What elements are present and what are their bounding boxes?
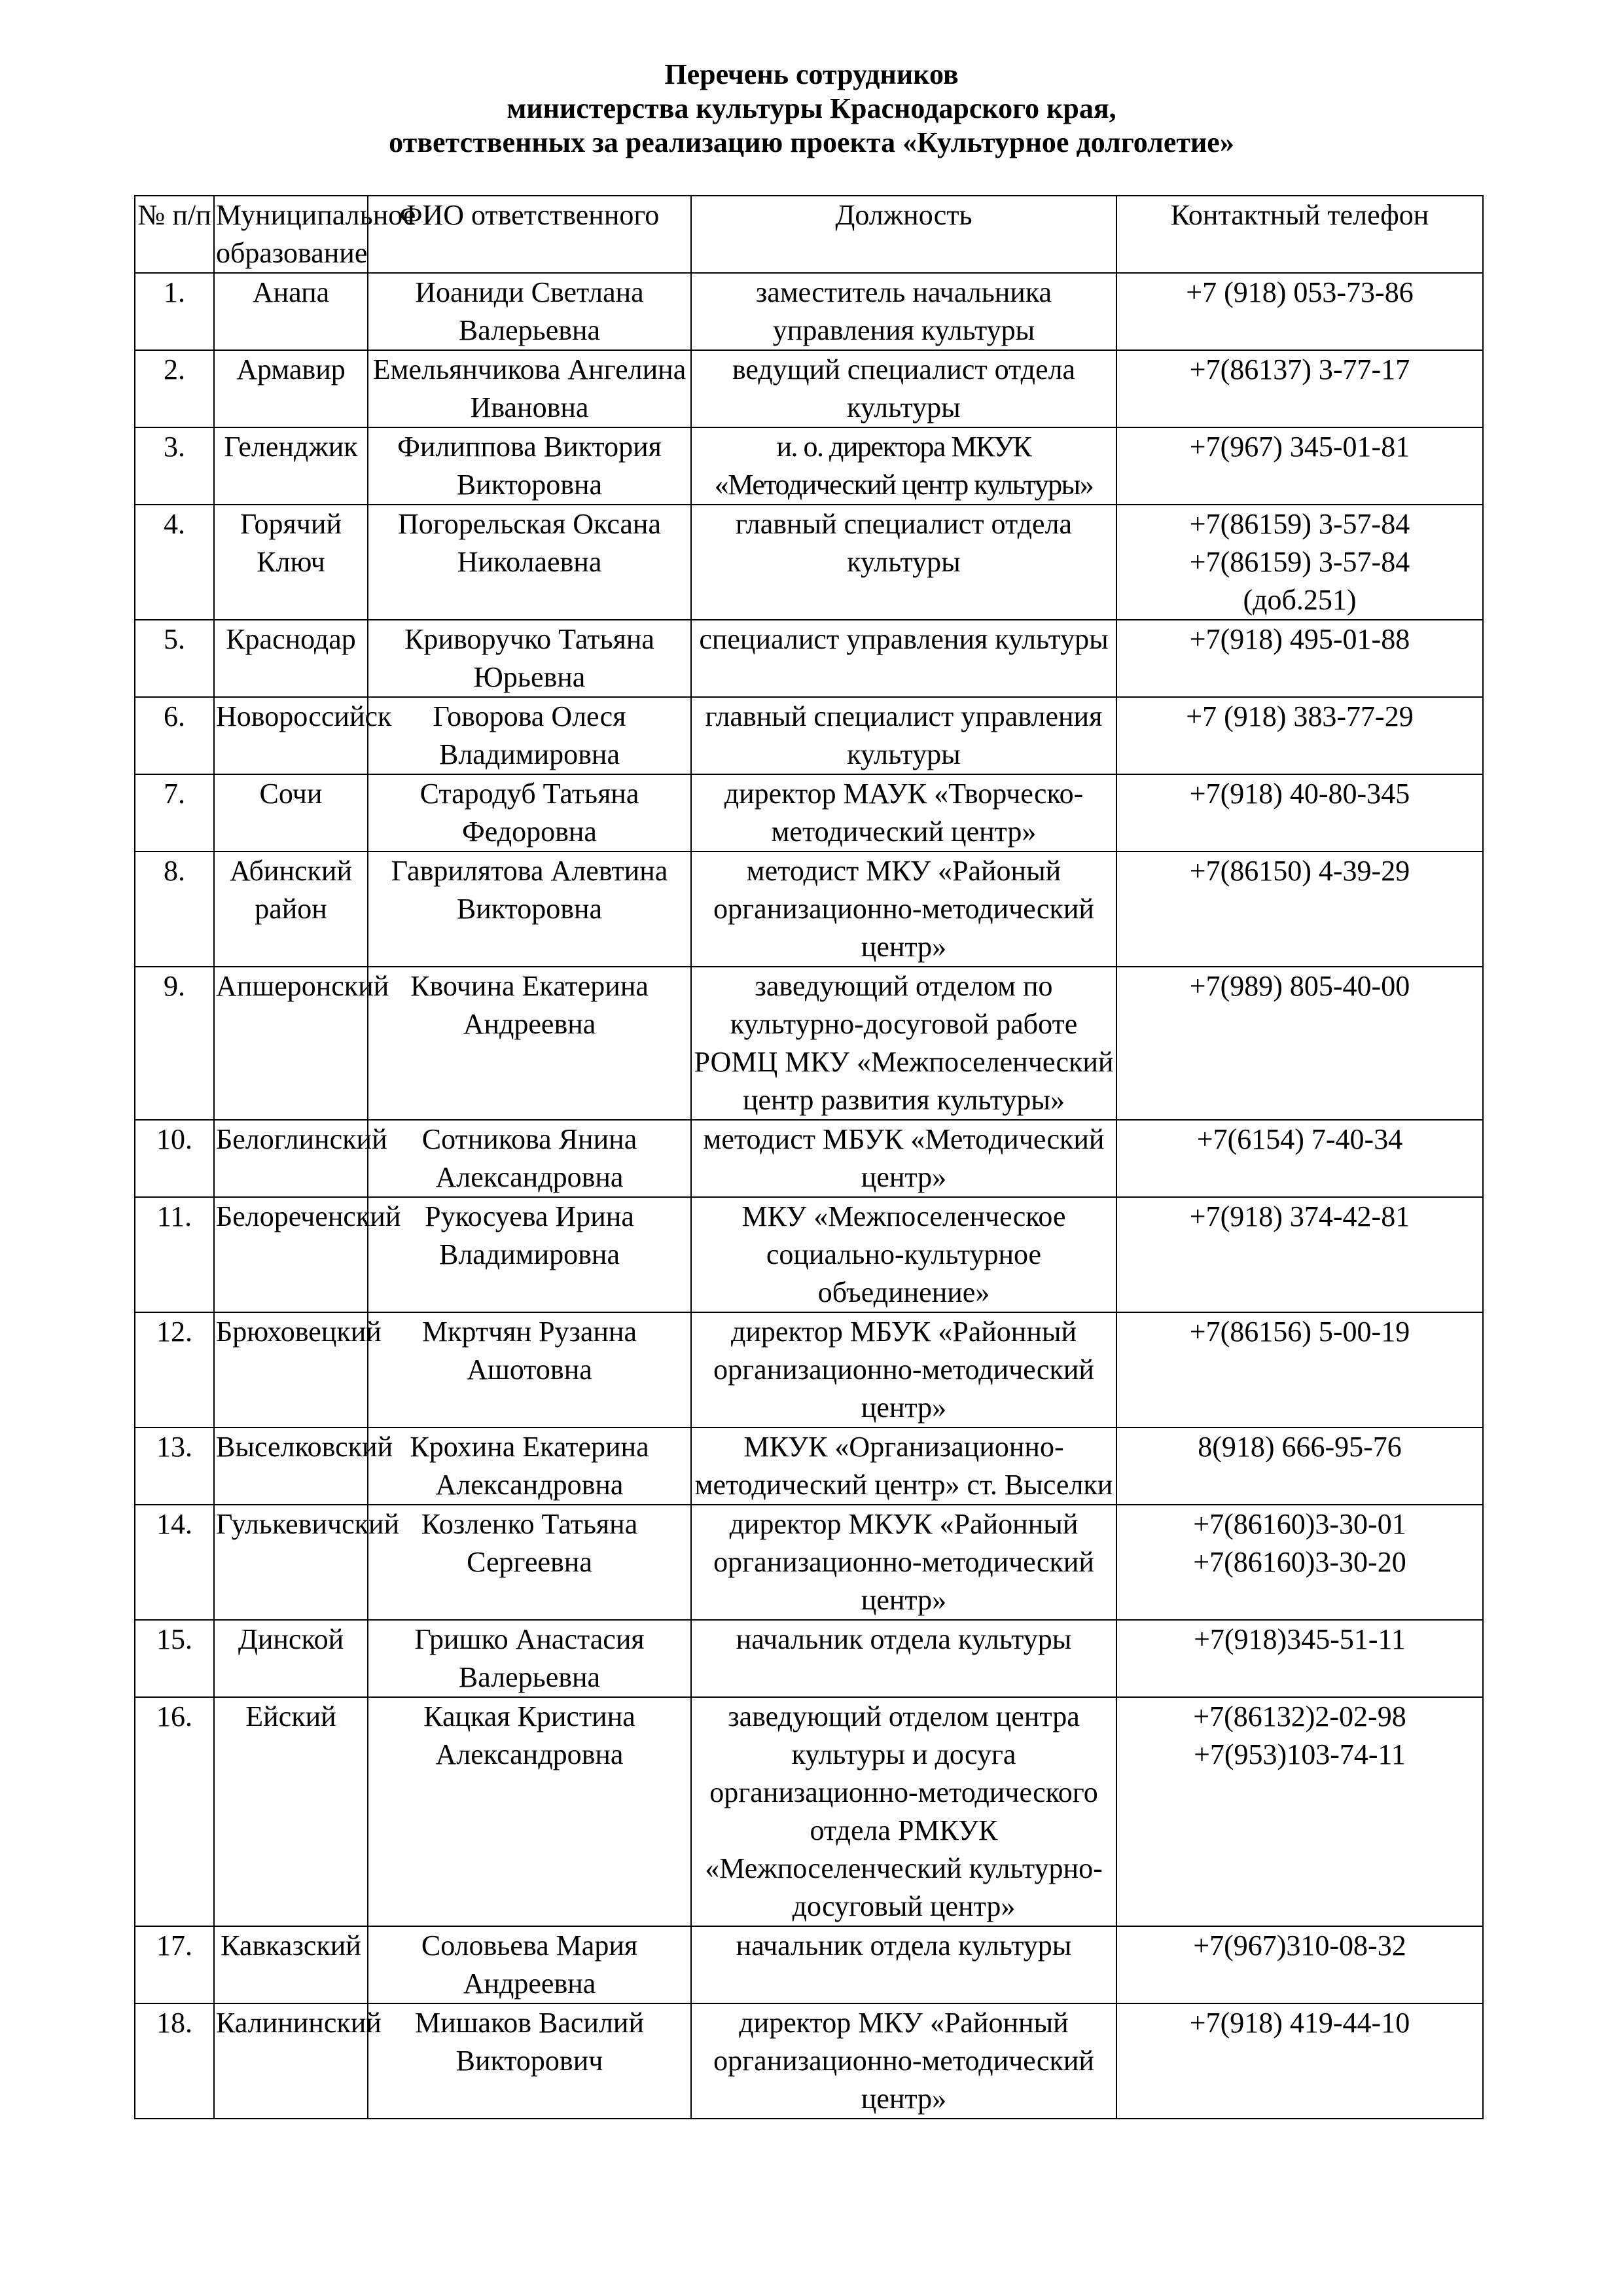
table-row	[135, 427, 1483, 505]
staff-table	[134, 195, 1484, 2119]
cell-num: 9.	[135, 967, 214, 1120]
cell-num: 7.	[135, 774, 214, 852]
cell-position: главный специалист управления культуры	[691, 697, 1116, 774]
table-row	[135, 505, 1483, 620]
cell-position: директор МКУК «Районный организационно-методический центр»	[691, 1505, 1116, 1620]
cell-num: 6.	[135, 697, 214, 774]
cell-position: директор МКУ «Районный организационно-методический центр»	[691, 2003, 1116, 2119]
cell-phone: +7(918) 374-42-81	[1116, 1197, 1483, 1312]
cell-municipality: Выселковский	[214, 1427, 368, 1505]
cell-position: МКУ «Межпоселенческое социально-культурное объединение»	[691, 1197, 1116, 1312]
table-row	[135, 620, 1483, 697]
cell-name: Филиппова Виктория Викторовна	[368, 427, 691, 505]
cell-phone: +7(918) 495-01-88	[1116, 620, 1483, 697]
cell-num: 16.	[135, 1697, 214, 1926]
cell-name: Криворучко Татьяна Юрьевна	[368, 620, 691, 697]
cell-num: 13.	[135, 1427, 214, 1505]
cell-position: главный специалист отдела культуры	[691, 505, 1116, 620]
cell-num: 11.	[135, 1197, 214, 1312]
cell-num: 17.	[135, 1926, 214, 2003]
cell-phone: +7(86159) 3-57-84 +7(86159) 3-57-84 (доб.251)	[1116, 505, 1483, 620]
table-row	[135, 774, 1483, 852]
cell-name: Рукосуева Ирина Владимировна	[368, 1197, 691, 1312]
cell-num: 12.	[135, 1312, 214, 1427]
cell-phone: +7(6154) 7-40-34	[1116, 1120, 1483, 1197]
cell-position: заведующий отделом по культурно-досуговой работе РОМЦ МКУ «Межпоселенческий центр развития культуры»	[691, 967, 1116, 1120]
header-name: ФИО ответственного	[368, 196, 691, 273]
cell-name: Стародуб Татьяна Федоровна	[368, 774, 691, 852]
cell-num: 18.	[135, 2003, 214, 2119]
table-row	[135, 967, 1483, 1120]
cell-position: начальник отдела культуры	[691, 1620, 1116, 1697]
cell-num: 2.	[135, 350, 214, 427]
cell-municipality: Ейский	[214, 1697, 368, 1926]
cell-position: ведущий специалист отдела культуры	[691, 350, 1116, 427]
cell-position: методист МБУК «Методический центр»	[691, 1120, 1116, 1197]
cell-municipality: Армавир	[214, 350, 368, 427]
table-row	[135, 697, 1483, 774]
table-row	[135, 1505, 1483, 1620]
header-num: № п/п	[135, 196, 214, 273]
cell-municipality: Абинский район	[214, 852, 368, 967]
cell-municipality: Кавказский	[214, 1926, 368, 2003]
cell-position: заведующий отделом центра культуры и досуга организационно-методического отдела РМКУК «Межпоселенческий культурно-досуговый центр»	[691, 1697, 1116, 1926]
cell-phone: +7 (918) 383-77-29	[1116, 697, 1483, 774]
cell-municipality: Сочи	[214, 774, 368, 852]
cell-phone: +7(86156) 5-00-19	[1116, 1312, 1483, 1427]
cell-num: 15.	[135, 1620, 214, 1697]
table-row	[135, 350, 1483, 427]
header-position: Должность	[691, 196, 1116, 273]
table-body	[135, 273, 1483, 2119]
cell-municipality: Белоглинский	[214, 1120, 368, 1197]
cell-municipality: Апшеронский	[214, 967, 368, 1120]
cell-name: Квочина Екатерина Андреевна	[368, 967, 691, 1120]
cell-position: специалист управления культуры	[691, 620, 1116, 697]
cell-phone: +7(86137) 3-77-17	[1116, 350, 1483, 427]
cell-name: Гаврилятова Алевтина Викторовна	[368, 852, 691, 967]
cell-position: и. о. директора МКУК «Методический центр культуры»	[691, 427, 1116, 505]
cell-num: 5.	[135, 620, 214, 697]
cell-position: методист МКУ «Районый организационно-методический центр»	[691, 852, 1116, 967]
cell-municipality: Краснодар	[214, 620, 368, 697]
cell-municipality: Гулькевичский	[214, 1505, 368, 1620]
table-row	[135, 2003, 1483, 2119]
cell-phone: +7(86160)3-30-01 +7(86160)3-30-20	[1116, 1505, 1483, 1620]
cell-name: Иоаниди Светлана Валерьевна	[368, 273, 691, 350]
cell-name: Мишаков Василий Викторович	[368, 2003, 691, 2119]
header-phone: Контактный телефон	[1116, 196, 1483, 273]
cell-phone: +7(989) 805-40-00	[1116, 967, 1483, 1120]
cell-name: Емельянчикова Ангелина Ивановна	[368, 350, 691, 427]
cell-phone: +7(918)345-51-11	[1116, 1620, 1483, 1697]
document-title	[0, 58, 1623, 160]
cell-num: 3.	[135, 427, 214, 505]
table-row	[135, 1120, 1483, 1197]
cell-phone: +7(918) 40-80-345	[1116, 774, 1483, 852]
cell-municipality: Новороссийск	[214, 697, 368, 774]
cell-phone: +7(86150) 4-39-29	[1116, 852, 1483, 967]
cell-num: 10.	[135, 1120, 214, 1197]
cell-phone: +7 (918) 053-73-86	[1116, 273, 1483, 350]
cell-position: директор МАУК «Творческо-методический центр»	[691, 774, 1116, 852]
cell-phone: +7(967) 345-01-81	[1116, 427, 1483, 505]
cell-phone: 8(918) 666-95-76	[1116, 1427, 1483, 1505]
title-line-3: ответственных за реализацию проекта «Культурное долголетие»	[389, 126, 1234, 158]
title-line-1: Перечень сотрудников	[664, 58, 959, 90]
table-row	[135, 1926, 1483, 2003]
cell-municipality: Горячий Ключ	[214, 505, 368, 620]
table-row	[135, 852, 1483, 967]
table-row	[135, 1697, 1483, 1926]
cell-municipality: Калининский	[214, 2003, 368, 2119]
table-row	[135, 273, 1483, 350]
cell-position: начальник отдела культуры	[691, 1926, 1116, 2003]
cell-name: Соловьева Мария Андреевна	[368, 1926, 691, 2003]
cell-municipality: Брюховецкий	[214, 1312, 368, 1427]
cell-position: директор МБУК «Районный организационно-методический центр»	[691, 1312, 1116, 1427]
cell-name: Козленко Татьяна Сергеевна	[368, 1505, 691, 1620]
cell-position: заместитель начальника управления культуры	[691, 273, 1116, 350]
cell-name: Говорова Олеся Владимировна	[368, 697, 691, 774]
header-municipality: Муниципальное образование	[214, 196, 368, 273]
cell-name: Сотникова Янина Александровна	[368, 1120, 691, 1197]
cell-phone: +7(918) 419-44-10	[1116, 2003, 1483, 2119]
cell-phone: +7(967)310-08-32	[1116, 1926, 1483, 2003]
cell-name: Крохина Екатерина Александровна	[368, 1427, 691, 1505]
cell-phone: +7(86132)2-02-98 +7(953)103-74-11	[1116, 1697, 1483, 1926]
cell-num: 1.	[135, 273, 214, 350]
table-row	[135, 1312, 1483, 1427]
table-row	[135, 1427, 1483, 1505]
cell-municipality: Динской	[214, 1620, 368, 1697]
cell-municipality: Белореченский	[214, 1197, 368, 1312]
cell-position: МКУК «Организационно-методический центр» ст. Выселки	[691, 1427, 1116, 1505]
cell-municipality: Геленджик	[214, 427, 368, 505]
cell-name: Гришко Анастасия Валерьевна	[368, 1620, 691, 1697]
cell-name: Погорельская Оксана Николаевна	[368, 505, 691, 620]
cell-num: 4.	[135, 505, 214, 620]
cell-name: Мкртчян Рузанна Ашотовна	[368, 1312, 691, 1427]
table-row	[135, 1620, 1483, 1697]
cell-name: Кацкая Кристина Александровна	[368, 1697, 691, 1926]
cell-num: 8.	[135, 852, 214, 967]
table-header-row	[135, 196, 1483, 273]
table-row	[135, 1197, 1483, 1312]
cell-num: 14.	[135, 1505, 214, 1620]
cell-municipality: Анапа	[214, 273, 368, 350]
title-line-2: министерства культуры Краснодарского края,	[507, 92, 1116, 124]
